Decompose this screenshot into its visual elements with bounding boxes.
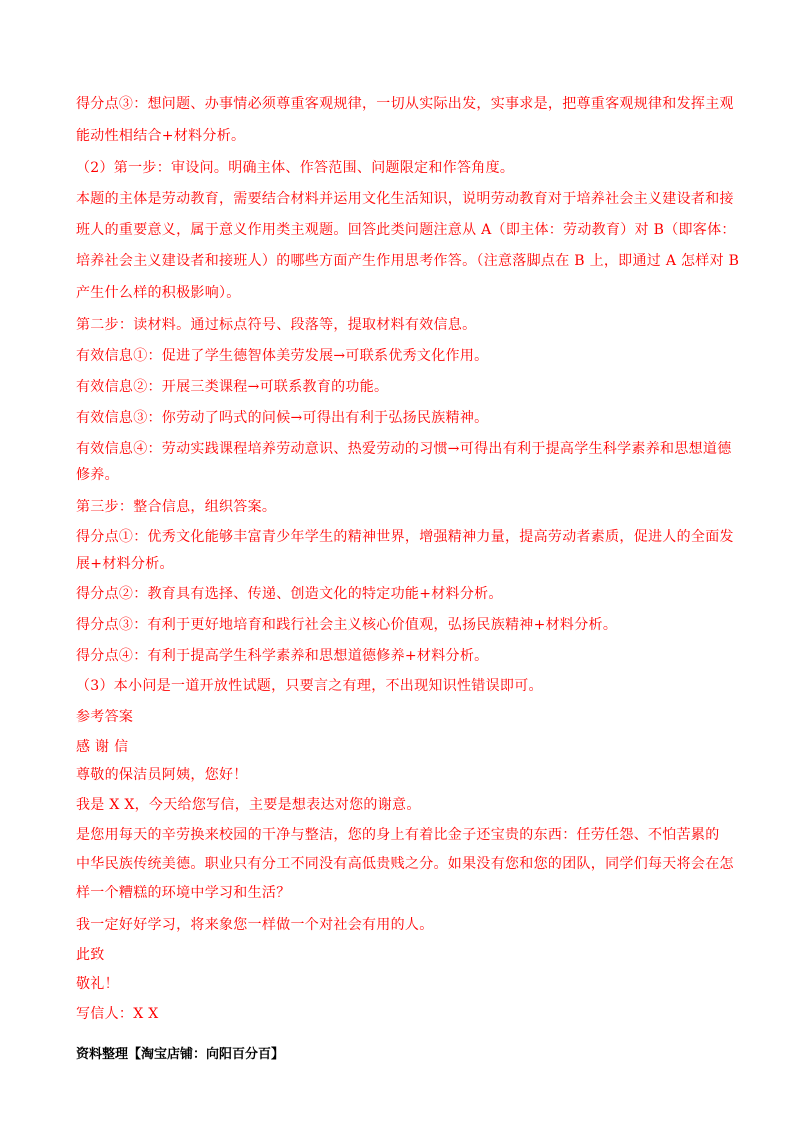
text-line: 第二步：读材料。通过标点符号、段落等，提取材料有效信息。	[76, 317, 477, 333]
text-line: 得分点③：有利于更好地培育和践行社会主义核心价值观，弘扬民族精神+材料分析。	[76, 617, 618, 633]
text-line: 中华民族传统美德。职业只有分工不同没有高低贵贱之分。如果没有您和您的团队，同学们每天将会在怎	[76, 856, 734, 872]
text-line: 得分点③：想问题、办事情必须尊重客观规律，一切从实际出发，实事求是，把尊重客观规律和发挥主观	[76, 96, 734, 112]
text-line: 有效信息②：开展三类课程→可联系教育的功能。	[76, 379, 389, 395]
text-line: 有效信息③：你劳动了吗式的问候→可得出有利于弘扬民族精神。	[76, 410, 489, 426]
text-line: 参考答案	[76, 709, 134, 725]
text-line: 得分点②：教育具有选择、传递、创造文化的特定功能+材料分析。	[76, 586, 503, 602]
text-line: 培养社会主义建设者和接班人）的哪些方面产生作用思考作答。（注意落脚点在 B 上，即通过 A 怎样对 B	[76, 253, 740, 269]
text-line: 有效信息①：促进了学生德智体美劳发展→可联系优秀文化作用。	[76, 348, 489, 364]
text-line: 能动性相结合+材料分析。	[76, 128, 246, 144]
text-line: 是您用每天的辛劳换来校园的干净与整洁，您的身上有着比金子还宝贵的东西：任劳任怨、不怕苦累的	[76, 827, 720, 843]
text-line: 我一定好好学习，将来象您一样做一个对社会有用的人。	[76, 917, 434, 933]
text-line: （2）第一步：审设问。明确主体、作答范围、问题限定和作答角度。	[76, 160, 515, 176]
footer-source-note: 资料整理【淘宝店铺：向阳百分百】	[76, 1047, 285, 1062]
text-line: 有效信息④：劳动实践课程培养劳动意识、热爱劳动的习惯→可得出有利于提高学生科学素养和思想道德	[76, 441, 732, 457]
text-line: 感 谢 信	[76, 739, 129, 755]
text-line: 产生什么样的积极影响）。	[76, 285, 241, 301]
text-line: 第三步：整合信息，组织答案。	[76, 499, 277, 515]
text-line: 此致	[76, 947, 105, 963]
text-line: 修养。	[76, 467, 119, 483]
text-line: 班人的重要意义，属于意义作用类主观题。回答此类问题注意从 A（即主体：劳动教育）对 B（即客体：	[76, 222, 736, 238]
text-line: 得分点①：优秀文化能够丰富青少年学生的精神世界，增强精神力量，提高劳动者素质，促进人的全面发	[76, 529, 734, 545]
text-line: 本题的主体是劳动教育，需要结合材料并运用文化生活知识，说明劳动教育对于培养社会主义建设者和接	[76, 191, 734, 207]
text-line: （3）本小问是一道开放性试题，只要言之有理，不出现知识性错误即可。	[76, 678, 543, 694]
text-line: 展+材料分析。	[76, 556, 174, 572]
text-line: 我是 X X，今天给您写信，主要是想表达对您的谢意。	[76, 797, 421, 813]
text-line: 样一个糟糕的环境中学习和生活？	[76, 885, 291, 901]
text-line: 写信人：X X	[76, 1006, 159, 1022]
text-line: 得分点④：有利于提高学生科学素养和思想道德修养+材料分析。	[76, 648, 489, 664]
text-line: 敬礼！	[76, 976, 119, 992]
text-line: 尊敬的保洁员阿姨，您好！	[76, 767, 248, 783]
